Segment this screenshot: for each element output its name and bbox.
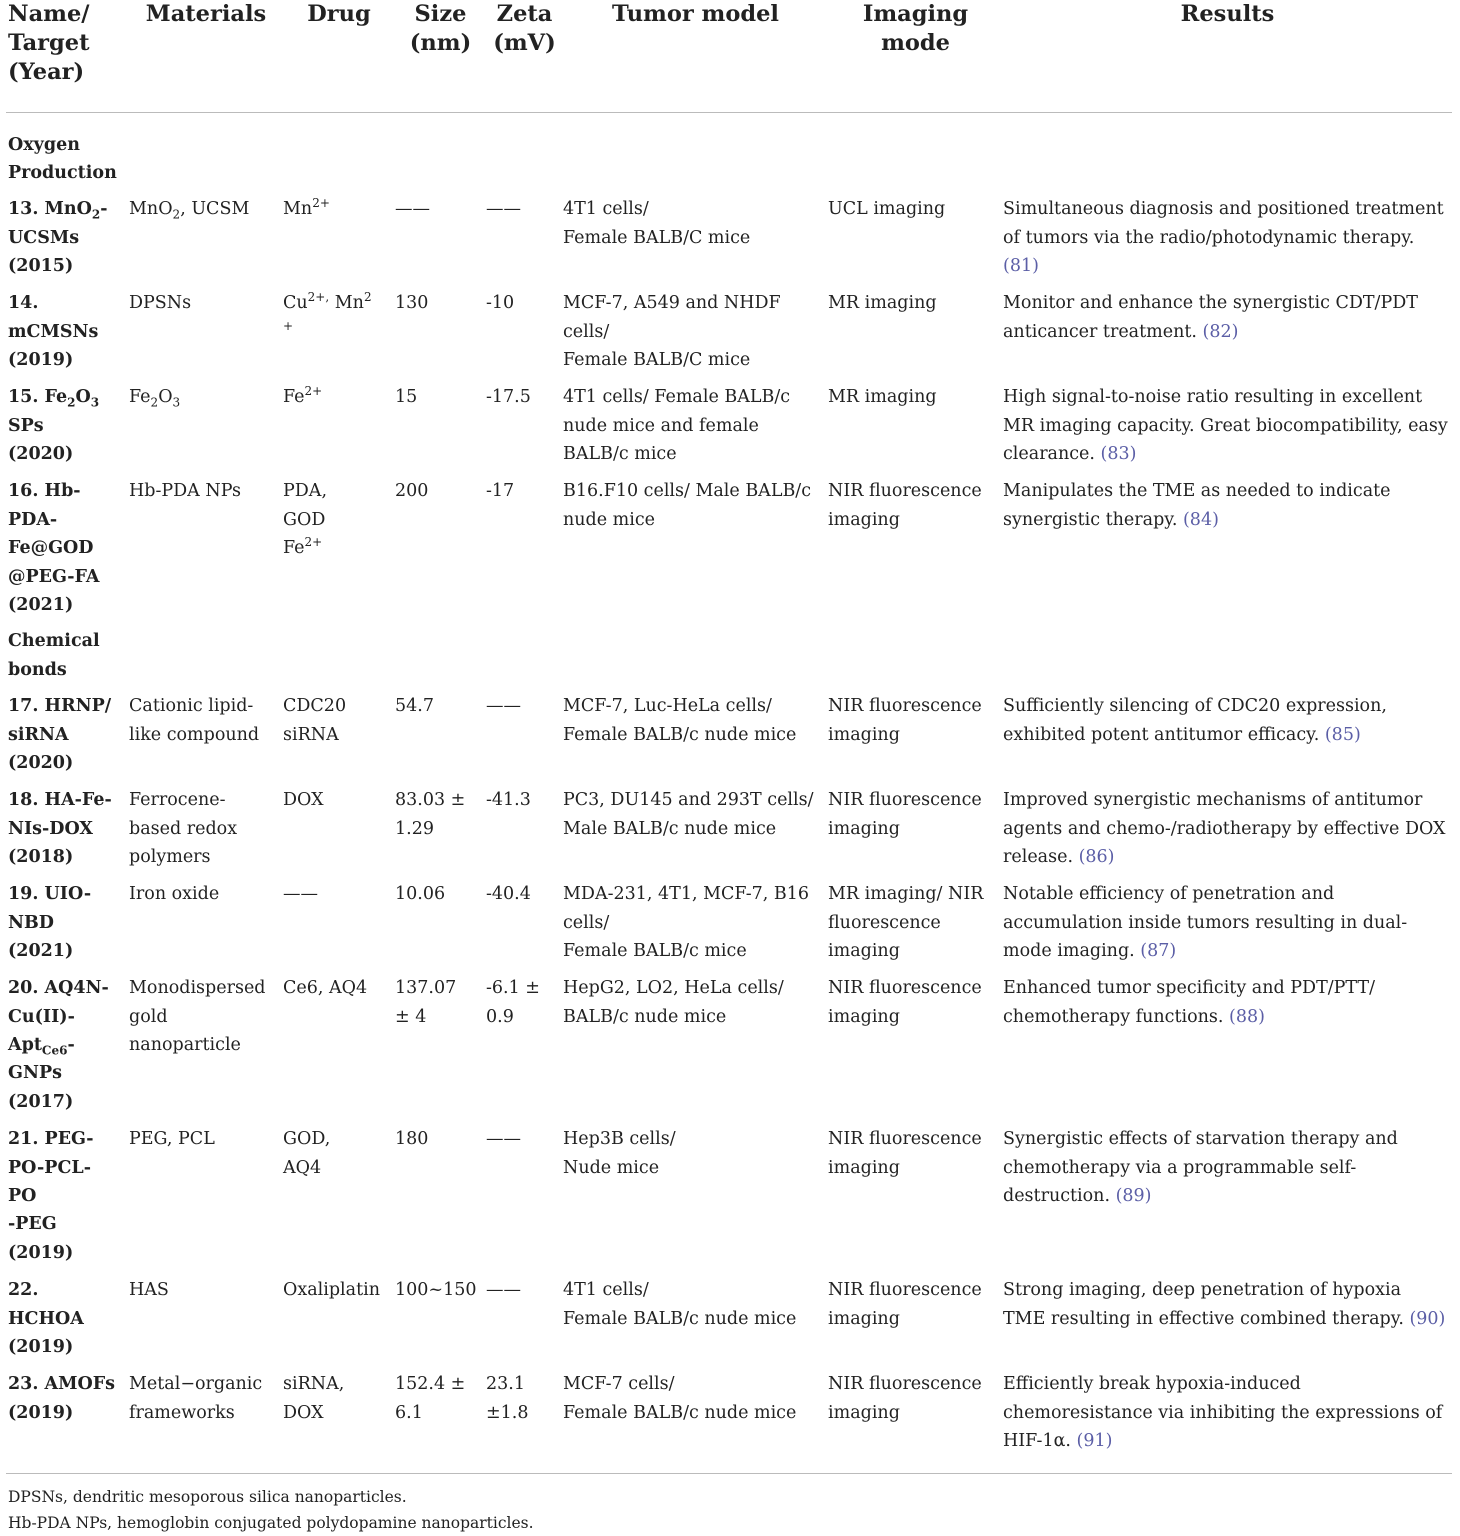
reference-link[interactable]: (83) (1100, 444, 1137, 465)
table-row: 16. Hb- PDA- Fe@GOD @PEG-FA (2021) Hb-PDA NPs PDA, GOD $Fe^{2+}$ 200 -17 B16.F10 cells/ Male BALB/c nude mice NIR fluorescence imaging Manipulates the TME as needed to indicate synergistic therapy. (84) (8, 481, 1391, 615)
table-row: 15. $Fe_2O_3$ SPs (2020) $Fe_2O_3$ $Fe^{2+}$ 15 -17.5 4T1 cells/ Female BALB/c nude mice and female BALB/c mice MR imaging High signal-to-noise ratio resulting in excellent MR imaging capacity. Great biocompatibility, easy clearance. (83) (8, 384, 1448, 465)
table-row: 21. PEG- PO-PCL- PO -PEG (2019) PEG, PCL GOD, AQ4 180 —— Hep3B cells/ Nude mice NIR fluorescence imaging Synergistic effects of starvation therapy and chemotherapy via a programmable self-destruction. (89) (8, 1129, 1398, 1263)
header-tumor-model: Tumor model (563, 0, 828, 112)
header-imaging-mode: Imaging mode (828, 0, 1003, 112)
header-row (6, 0, 1452, 112)
table-row: 14. mCMSNs (2019) DPSNs $Cu^{2+,}$ Mn$^2$ + 130 -10 MCF-7, A549 and NHDF cells/ Female BALB/C mice MR imaging Monitor and enhance the synergistic CDT/PDT anticancer treatment. (82) (8, 290, 1418, 371)
header-size: Size (nm) (395, 0, 486, 112)
nanoparticle-table (6, 0, 1452, 1455)
reference-link[interactable]: (86) (1078, 846, 1115, 867)
footnote: Hb-PDA NPs, hemoglobin conjugated polydopamine nanoparticles. (8, 1514, 534, 1533)
table-row: 17. HRNP/ siRNA (2020) Cationic lipid- like compound CDC20 siRNA 54.7 —— MCF-7, Luc-HeLa cells/ Female BALB/c nude mice NIR fluorescence imaging Sufficiently silencing of CDC20 expression, exhibited potent antitumor efficacy. (85) (8, 696, 1387, 773)
reference-link[interactable]: (85) (1324, 724, 1361, 745)
table-row: 23. AMOFs (2019) Metal−organic frameworks siRNA, DOX 152.4 ± 6.1 23.1 ±1.8 MCF-7 cells/ Female BALB/c nude mice NIR fluorescence imaging Efficiently break hypoxia-induced chemoresistance via inhibiting the expressions of HIF-1α. (91) (8, 1374, 1443, 1451)
footnotes (6, 1484, 1458, 1536)
reference-link[interactable]: (90) (1409, 1308, 1446, 1329)
reference-link[interactable]: (91) (1076, 1430, 1113, 1451)
reference-link[interactable]: (81) (1003, 256, 1039, 277)
header-name: Name/ Target (Year) (6, 0, 129, 112)
header-results: Results (1003, 0, 1452, 112)
header-materials: Materials (129, 0, 283, 112)
header-drug: Drug (283, 0, 395, 112)
reference-link[interactable]: (88) (1229, 1006, 1265, 1027)
table-row: 22. HCHOA (2019) HAS Oxaliplatin 100~150 —— 4T1 cells/ Female BALB/c nude mice NIR fluorescence imaging Strong imaging, deep penetration of hypoxia TME resulting in effective combined therapy. (90) (8, 1280, 1446, 1357)
table-row: 13. MnO$_2$- UCSMs (2015) MnO$_2$, UCSM $Mn^{2+}$ —— —— 4T1 cells/ Female BALB/C mice UCL imaging Simultaneous diagnosis and positioned treatment of tumors via the radio/photodynamic therapy. (81) (8, 196, 1444, 277)
reference-link[interactable]: (87) (1140, 940, 1177, 961)
table-row: 18. HA-Fe- NIs-DOX (2018) Ferrocene- based redox polymers DOX 83.03 ± 1.29 -41.3 PC3, DU145 and 293T cells/ Male BALB/c nude mice NIR fluorescence imaging Improved synergistic mechanisms of antitumor agents and chemo-/radiotherapy by effective DOX release. (86) (8, 790, 1446, 867)
table-wrapper (6, 0, 1458, 1536)
header-zeta: Zeta (mV) (486, 0, 563, 112)
reference-link[interactable]: (84) (1182, 509, 1219, 530)
reference-link[interactable]: (82) (1202, 321, 1239, 342)
table-row: 20. AQ4N- Cu(II)- Apt$_{Ce6}$- GNPs (2017) Monodispersed gold nanoparticle Ce6, AQ4 137.07 ± 4 -6.1 ± 0.9 HepG2, LO2, HeLa cells/ BALB/c nude mice NIR fluorescence imaging Enhanced tumor specificity and PDT/PTT/ chemotherapy functions. (88) (8, 978, 1375, 1112)
table-row: 19. UIO- NBD (2021) Iron oxide —— 10.06 -40.4 MDA-231, 4T1, MCF-7, B16 cells/ Female BALB/c mice MR imaging/ NIR fluorescence imaging Notable efficiency of penetration and accumulation inside tumors resulting in dual-mode imaging. (87) (8, 884, 1408, 961)
reference-link[interactable]: (89) (1115, 1185, 1152, 1206)
section-chemical-bonds: Chemical bonds (8, 631, 100, 680)
section-oxygen-production: Oxygen Production (8, 134, 117, 183)
footnote: DPSNs, dendritic mesoporous silica nanoparticles. (8, 1488, 407, 1507)
table-bottom-rule (6, 1473, 1452, 1474)
